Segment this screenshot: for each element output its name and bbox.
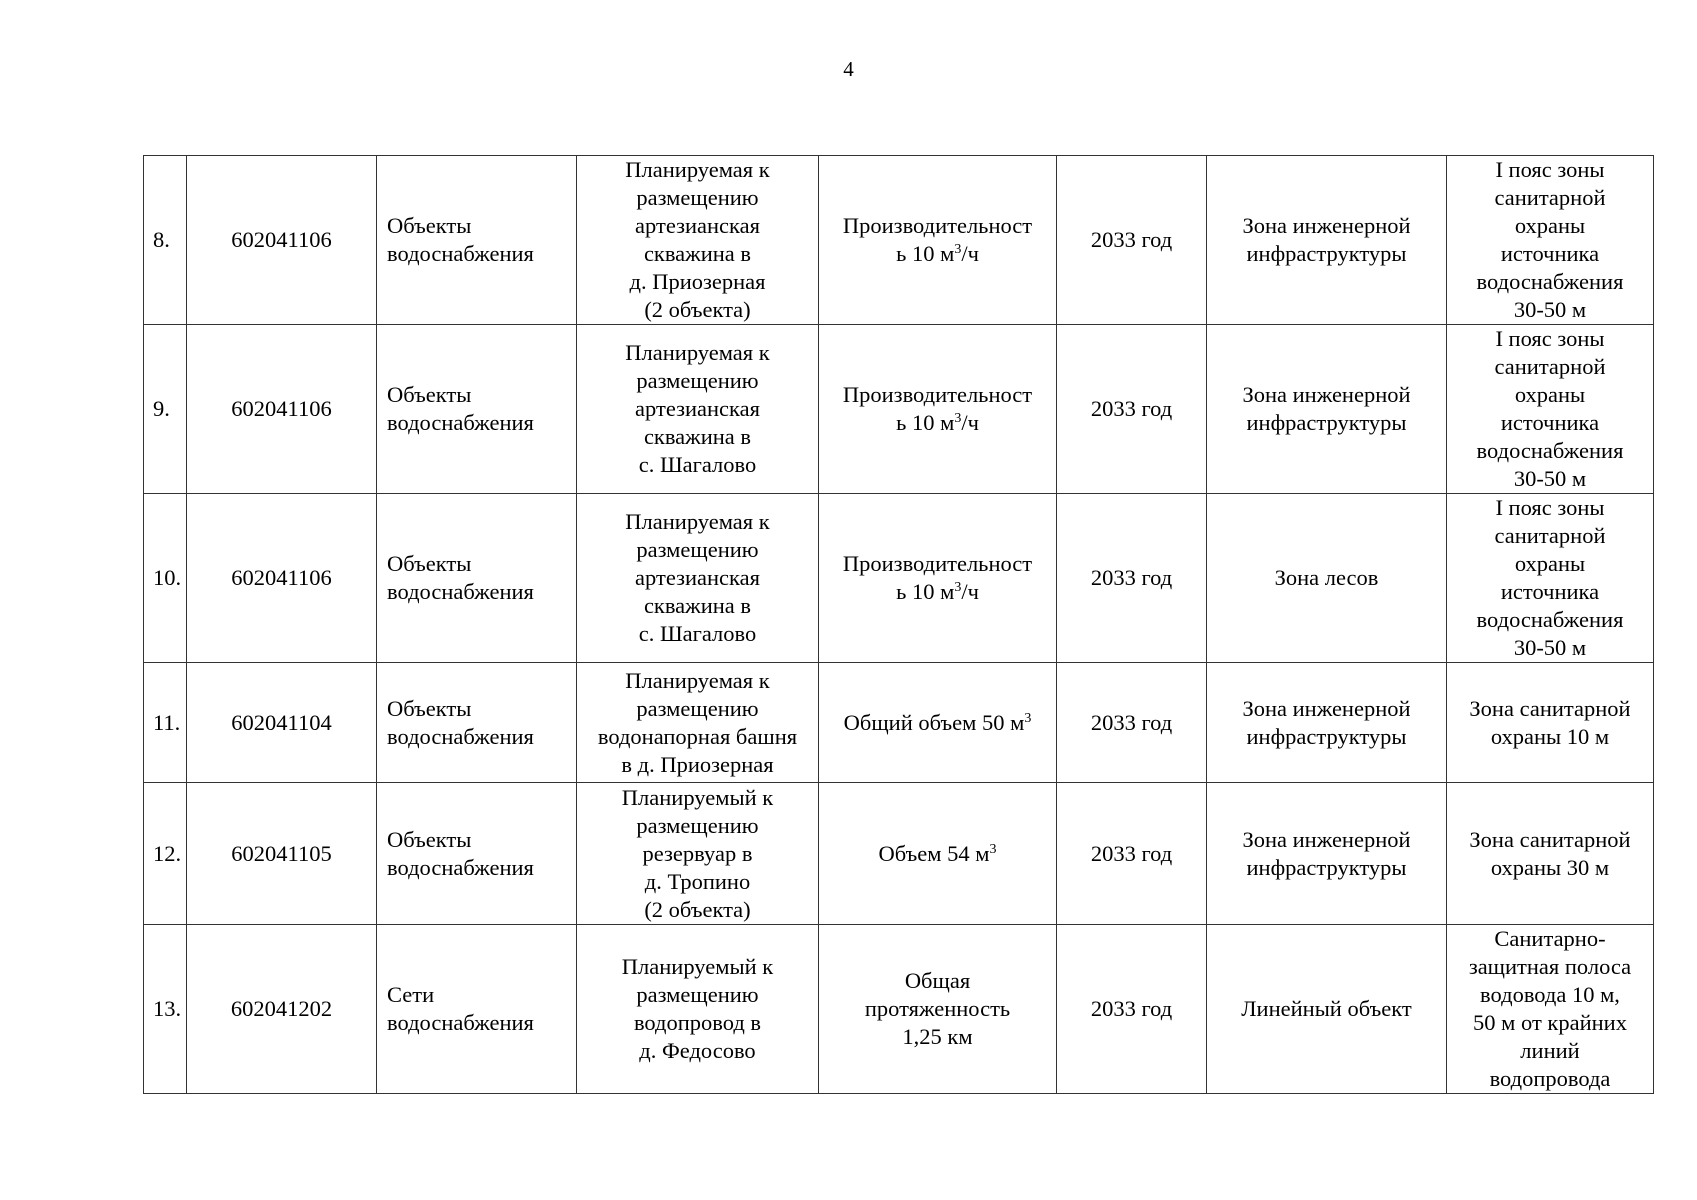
capacity-cell bbox=[819, 156, 1057, 325]
capacity-cell bbox=[819, 494, 1057, 663]
row-number-cell: 13. bbox=[144, 925, 187, 1094]
row-number-cell: 12. bbox=[144, 783, 187, 925]
functional-zone-cell bbox=[1207, 925, 1447, 1094]
row-number-cell: 11. bbox=[144, 663, 187, 783]
unit-exponent: 3 bbox=[954, 242, 962, 257]
object-type-cell bbox=[377, 494, 577, 663]
protection-zone-cell bbox=[1447, 325, 1654, 494]
cell-line: Санитарно- bbox=[1494, 926, 1606, 951]
capacity-unit-suffix: /ч bbox=[961, 579, 979, 604]
cell-line: артезианская bbox=[635, 396, 760, 421]
object-name-cell bbox=[577, 925, 819, 1094]
object-code-cell: 602041106 bbox=[187, 325, 377, 494]
cell-line: (2 объекта) bbox=[644, 896, 751, 922]
table-row bbox=[144, 663, 1654, 783]
row-number-cell: 8. bbox=[144, 156, 187, 325]
protection-zone-cell bbox=[1447, 156, 1654, 325]
capacity-cell bbox=[819, 325, 1057, 494]
cell-line: Зона санитарной bbox=[1469, 826, 1631, 852]
cell-line: инфраструктуры bbox=[1246, 241, 1407, 266]
cell-line: Производительност bbox=[842, 213, 1033, 238]
protection-zone-cell bbox=[1447, 783, 1654, 925]
cell-line: Производительност bbox=[842, 382, 1033, 407]
object-name-cell bbox=[577, 494, 819, 663]
cell-line: Общая bbox=[904, 968, 971, 993]
capacity-value: ь 10 м bbox=[896, 410, 955, 435]
cell-line: инфраструктуры bbox=[1246, 410, 1407, 435]
capacity-cell bbox=[819, 663, 1057, 783]
cell-line: санитарной bbox=[1494, 354, 1606, 379]
capacity-value: ь 10 м bbox=[896, 241, 955, 266]
cell-line: д. Тропино bbox=[644, 868, 751, 894]
protection-zone-cell bbox=[1447, 663, 1654, 783]
object-name-cell bbox=[577, 663, 819, 783]
cell-line: резервуар в bbox=[642, 840, 753, 866]
cell-line: Объекты bbox=[387, 213, 472, 238]
object-name-cell bbox=[577, 156, 819, 325]
cell-line: водоснабжения bbox=[387, 410, 534, 435]
object-type-cell bbox=[377, 663, 577, 783]
cell-line: водоснабжения bbox=[1476, 438, 1624, 463]
cell-line: охраны bbox=[1514, 213, 1586, 238]
table-row bbox=[144, 925, 1654, 1094]
cell-line: Зона инженерной bbox=[1242, 213, 1411, 238]
unit-exponent: 3 bbox=[954, 411, 962, 426]
cell-line: (2 объекта) bbox=[644, 297, 751, 322]
cell-line: охраны bbox=[1514, 551, 1586, 576]
protection-zone-cell bbox=[1447, 925, 1654, 1094]
unit-exponent: 3 bbox=[954, 580, 962, 595]
cell-line: с. Шагалово bbox=[638, 452, 757, 477]
cell-line: 30-50 м bbox=[1513, 466, 1587, 491]
row-number-cell: 9. bbox=[144, 325, 187, 494]
functional-zone-cell bbox=[1207, 663, 1447, 783]
cell-line: Планируемая к bbox=[625, 157, 770, 182]
cell-line bbox=[823, 240, 1052, 268]
object-code-cell: 602041106 bbox=[187, 156, 377, 325]
cell-line: санитарной bbox=[1494, 185, 1606, 210]
cell-line: 50 м от крайних bbox=[1473, 1010, 1627, 1035]
cell-line: размещению bbox=[636, 812, 759, 838]
cell-line: артезианская bbox=[635, 565, 760, 590]
cell-line: Зона инженерной bbox=[1242, 695, 1411, 721]
table-row bbox=[144, 783, 1654, 925]
cell-line: Зона инженерной bbox=[1242, 382, 1411, 407]
cell-line: Линейный объект bbox=[1241, 996, 1412, 1021]
object-type-cell bbox=[377, 783, 577, 925]
object-type-cell bbox=[377, 156, 577, 325]
cell-line bbox=[823, 409, 1052, 437]
cell-line: Планируемый к bbox=[621, 784, 774, 810]
capacity-unit-suffix: /ч bbox=[961, 241, 979, 266]
cell-line: защитная полоса bbox=[1468, 954, 1632, 979]
cell-line: Планируемая к bbox=[625, 667, 770, 693]
cell-line: 30-50 м bbox=[1513, 297, 1587, 322]
cell-line: линий bbox=[1520, 1038, 1580, 1063]
functional-zone-cell bbox=[1207, 325, 1447, 494]
cell-line bbox=[823, 709, 1052, 737]
cell-line: Планируемая к bbox=[625, 509, 770, 534]
cell-line: протяженность bbox=[864, 996, 1011, 1021]
cell-line: источника bbox=[1500, 410, 1600, 435]
object-code-cell: 602041202 bbox=[187, 925, 377, 1094]
cell-line: охраны 30 м bbox=[1490, 854, 1610, 880]
page-number: 4 bbox=[843, 57, 854, 81]
capacity-cell bbox=[819, 783, 1057, 925]
cell-line: водовода 10 м, bbox=[1480, 982, 1620, 1007]
cell-line: источника bbox=[1500, 241, 1600, 266]
object-code-cell: 602041104 bbox=[187, 663, 377, 783]
cell-line: водоснабжения bbox=[1476, 607, 1624, 632]
cell-line: д. Приозерная bbox=[629, 269, 766, 294]
cell-line: размещению bbox=[636, 695, 759, 721]
cell-line: охраны bbox=[1514, 382, 1586, 407]
cell-line: Объекты bbox=[387, 382, 472, 407]
cell-line: водоснабжения bbox=[387, 1010, 534, 1035]
capacity-unit-suffix: /ч bbox=[961, 410, 979, 435]
cell-line: инфраструктуры bbox=[1246, 854, 1407, 880]
implementation-year-cell: 2033 год bbox=[1057, 925, 1207, 1094]
cell-line: водонапорная башня bbox=[597, 723, 798, 749]
cell-line: Планируемый к bbox=[621, 954, 774, 979]
cell-line: Зона санитарной bbox=[1469, 695, 1631, 721]
cell-line: водоснабжения bbox=[387, 723, 534, 749]
cell-line: водоснабжения bbox=[387, 579, 534, 604]
cell-line: водоснабжения bbox=[387, 241, 534, 266]
object-code-cell: 602041106 bbox=[187, 494, 377, 663]
cell-line: I пояс зоны bbox=[1495, 157, 1605, 182]
row-number-cell: 10. bbox=[144, 494, 187, 663]
cell-line: размещению bbox=[636, 185, 759, 210]
cell-line: I пояс зоны bbox=[1495, 495, 1605, 520]
table-row bbox=[144, 156, 1654, 325]
cell-line: с. Шагалово bbox=[638, 621, 757, 646]
object-type-cell bbox=[377, 925, 577, 1094]
cell-line: скважина в bbox=[643, 593, 752, 618]
cell-line: Объекты bbox=[387, 826, 472, 852]
cell-line: Зона лесов bbox=[1274, 565, 1379, 590]
implementation-year-cell: 2033 год bbox=[1057, 156, 1207, 325]
cell-line: Зона инженерной bbox=[1242, 826, 1411, 852]
implementation-year-cell: 2033 год bbox=[1057, 325, 1207, 494]
table-row bbox=[144, 494, 1654, 663]
unit-exponent: 3 bbox=[989, 841, 997, 857]
cell-line: 1,25 км bbox=[902, 1024, 973, 1049]
object-name-cell bbox=[577, 783, 819, 925]
cell-line: водоснабжения bbox=[387, 854, 534, 880]
cell-line: 30-50 м bbox=[1513, 635, 1587, 660]
cell-line: водоснабжения bbox=[1476, 269, 1624, 294]
functional-zone-cell bbox=[1207, 494, 1447, 663]
planned-objects-table bbox=[143, 155, 1654, 1094]
cell-line: в д. Приозерная bbox=[621, 751, 774, 777]
object-type-cell bbox=[377, 325, 577, 494]
cell-line: скважина в bbox=[643, 424, 752, 449]
cell-line: Производительност bbox=[842, 551, 1033, 576]
implementation-year-cell: 2033 год bbox=[1057, 494, 1207, 663]
implementation-year-cell: 2033 год bbox=[1057, 663, 1207, 783]
table-row bbox=[144, 325, 1654, 494]
cell-line: размещению bbox=[636, 368, 759, 393]
functional-zone-cell bbox=[1207, 783, 1447, 925]
capacity-cell bbox=[819, 925, 1057, 1094]
object-name-cell bbox=[577, 325, 819, 494]
object-code-cell: 602041105 bbox=[187, 783, 377, 925]
protection-zone-cell bbox=[1447, 494, 1654, 663]
cell-line: размещению bbox=[636, 982, 759, 1007]
functional-zone-cell bbox=[1207, 156, 1447, 325]
unit-exponent: 3 bbox=[1024, 710, 1032, 726]
cell-line: инфраструктуры bbox=[1246, 723, 1407, 749]
implementation-year-cell: 2033 год bbox=[1057, 783, 1207, 925]
cell-line: скважина в bbox=[643, 241, 752, 266]
table-body bbox=[144, 156, 1654, 1094]
cell-line: Объекты bbox=[387, 551, 472, 576]
capacity-value: Объем 54 м bbox=[878, 840, 990, 866]
cell-line: Сети bbox=[387, 982, 435, 1007]
cell-line bbox=[823, 840, 1052, 868]
cell-line: источника bbox=[1500, 579, 1600, 604]
cell-line bbox=[823, 578, 1052, 606]
cell-line: Планируемая к bbox=[625, 340, 770, 365]
cell-line: артезианская bbox=[635, 213, 760, 238]
cell-line: размещению bbox=[636, 537, 759, 562]
cell-line: водопровода bbox=[1489, 1066, 1611, 1091]
capacity-value: ь 10 м bbox=[896, 579, 955, 604]
cell-line: I пояс зоны bbox=[1495, 326, 1605, 351]
cell-line: Объекты bbox=[387, 695, 472, 721]
capacity-value: Общий объем 50 м bbox=[843, 709, 1025, 735]
cell-line: санитарной bbox=[1494, 523, 1606, 548]
cell-line: водопровод в bbox=[633, 1010, 762, 1035]
cell-line: охраны 10 м bbox=[1490, 723, 1610, 749]
cell-line: д. Федосово bbox=[639, 1038, 756, 1063]
